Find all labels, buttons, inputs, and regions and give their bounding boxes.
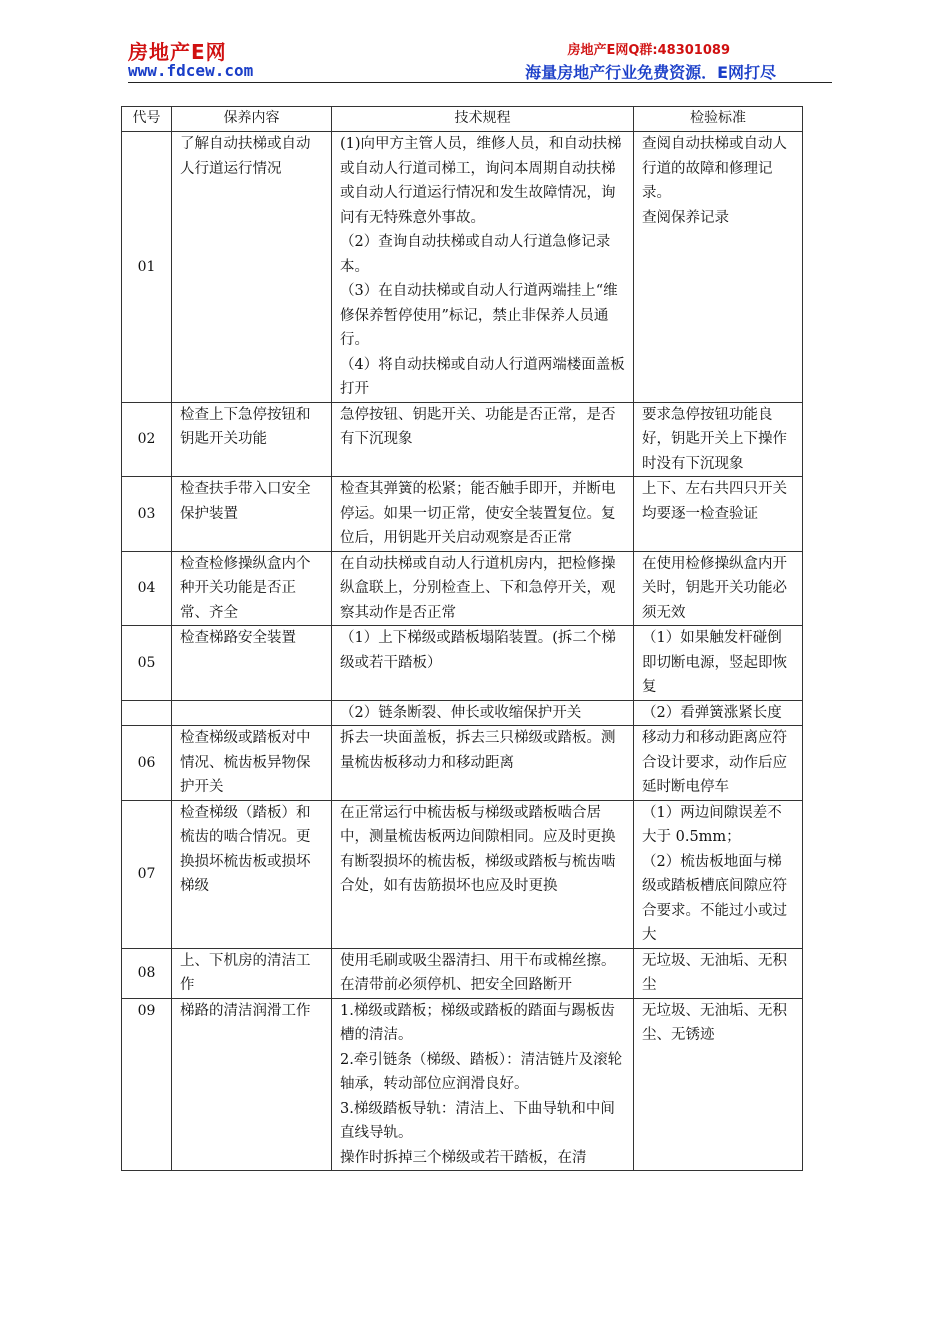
table-row <box>122 998 803 1171</box>
row-standard <box>634 132 803 403</box>
column-header-standard: 检验标准 <box>634 107 803 132</box>
row-code: 07 <box>122 800 172 948</box>
procedure-line: （3）在自动扶梯或自动人行道两端挂上“维修保养暂停使用”标记，禁止非保养人员通行。 <box>340 283 618 348</box>
brand-name: 房地产E网 <box>128 40 227 64</box>
row-procedure <box>332 998 634 1171</box>
row-standard <box>634 998 803 1171</box>
table-row <box>122 726 803 801</box>
procedure-line: 3.梯级踏板导轨：清洁上、下曲导轨和中间直线导轨。 <box>340 1100 615 1141</box>
procedure-line: 检查其弹簧的松紧；能否触手即开，并断电停运。如果一切正常，使安全装置复位。复位后，用钥匙开关启动观察是否正常 <box>340 481 616 546</box>
procedure-line: （2）查询自动扶梯或自动人行道急修记录本。 <box>340 234 611 275</box>
column-header-procedure: 技术规程 <box>332 107 634 132</box>
row-code <box>122 700 172 726</box>
row-content: 检查梯路安全装置 <box>172 626 332 701</box>
row-standard <box>634 800 803 948</box>
table-row <box>122 551 803 626</box>
procedure-line: （2）链条断裂、伸长或收缩保护开关 <box>340 704 582 721</box>
qq-group: 房地产E网Q群:48301089 <box>567 43 730 58</box>
row-standard <box>634 700 803 726</box>
row-content: 检查上下急停按钮和钥匙开关功能 <box>172 402 332 477</box>
row-standard <box>634 626 803 701</box>
row-procedure <box>332 551 634 626</box>
standard-line: 移动力和移动距离应符合设计要求，动作后应延时断电停车 <box>642 730 787 795</box>
maintenance-table <box>121 106 803 1171</box>
row-content: 检查梯级（踏板）和梳齿的啮合情况。更换损坏梳齿板或损坏梯级 <box>172 800 332 948</box>
row-code: 05 <box>122 626 172 701</box>
row-content: 检查梯级或踏板对中情况、梳齿板异物保护开关 <box>172 726 332 801</box>
row-code: 04 <box>122 551 172 626</box>
column-header-content: 保养内容 <box>172 107 332 132</box>
procedure-line: （1）上下梯级或踏板塌陷装置。(拆二个梯级或若干踏板） <box>340 630 616 671</box>
row-code: 03 <box>122 477 172 552</box>
row-procedure <box>332 800 634 948</box>
row-procedure <box>332 626 634 701</box>
slogan: 海量房地产行业免费资源．E网打尽 <box>525 63 776 82</box>
table-row <box>122 800 803 948</box>
row-content: 上、下机房的清洁工作 <box>172 948 332 998</box>
row-procedure <box>332 726 634 801</box>
row-standard <box>634 402 803 477</box>
row-procedure <box>332 402 634 477</box>
page-header <box>128 34 832 84</box>
row-code: 06 <box>122 726 172 801</box>
column-header-code: 代号 <box>122 107 172 132</box>
row-standard <box>634 948 803 998</box>
procedure-line: 拆去一块面盖板，拆去三只梯级或踏板。测量梳齿板移动力和移动距离 <box>340 730 616 771</box>
table-row <box>122 700 803 726</box>
row-content: 检查扶手带入口安全保护装置 <box>172 477 332 552</box>
standard-line: 无垃圾、无油垢、无积尘、无锈迹 <box>642 1002 787 1043</box>
standard-line: 无垃圾、无油垢、无积尘 <box>642 952 787 993</box>
standard-line: 查阅保养记录 <box>642 209 729 226</box>
procedure-line: （4）将自动扶梯或自动人行道两端楼面盖板打开 <box>340 356 625 397</box>
standard-line: （1）如果触发杆碰倒即切断电源，竖起即恢复 <box>642 630 787 695</box>
row-content <box>172 700 332 726</box>
row-content: 了解自动扶梯或自动人行道运行情况 <box>172 132 332 403</box>
row-procedure <box>332 132 634 403</box>
row-procedure <box>332 477 634 552</box>
procedure-line: 使用毛刷或吸尘器清扫、用干布或棉丝擦。在清带前必须停机、把安全回路断开 <box>340 952 616 993</box>
procedure-line: 在自动扶梯或自动人行道机房内，把检修操纵盒联上，分别检查上、下和急停开关，观察其动作是否正常 <box>340 555 616 621</box>
row-standard <box>634 477 803 552</box>
procedure-line: 1.梯级或踏板；梯级或踏板的踏面与踢板齿槽的清洁。 <box>340 1002 615 1043</box>
row-code: 01 <box>122 132 172 403</box>
row-content: 梯路的清洁润滑工作 <box>172 998 332 1171</box>
row-code: 08 <box>122 948 172 998</box>
site-url[interactable]: www.fdcew.com <box>128 61 254 80</box>
row-procedure <box>332 948 634 998</box>
row-code: 09 <box>122 998 172 1171</box>
row-code: 02 <box>122 402 172 477</box>
standard-line: 要求急停按钮功能良好，钥匙开关上下操作时没有下沉现象 <box>642 406 787 472</box>
table-row <box>122 402 803 477</box>
standard-line: 查阅自动扶梯或自动人行道的故障和修理记录。 <box>642 136 787 201</box>
procedure-line: 急停按钮、钥匙开关、功能是否正常，是否有下沉现象 <box>340 406 616 447</box>
standard-line: （2）看弹簧涨紧长度 <box>642 704 782 721</box>
standard-line: （1）两边间隙误差不大于 0.5mm； <box>642 804 782 845</box>
standard-line: 上下、左右共四只开关均要逐一检查验证 <box>642 481 787 522</box>
table-row <box>122 132 803 403</box>
table-row <box>122 948 803 998</box>
standard-line: （2）梳齿板地面与梯级或踏板槽底间隙应符合要求。不能过小或过大 <box>642 853 787 943</box>
procedure-line: 在正常运行中梳齿板与梯级或踏板啮合居中，测量梳齿板两边间隙相同。应及时更换有断裂损坏的梳齿板，梯级或踏板与梳齿啮合处，如有齿筋损坏也应及时更换 <box>340 804 616 894</box>
table-row <box>122 477 803 552</box>
header-divider <box>128 82 832 83</box>
procedure-line: 2.牵引链条（梯级、踏板）：清洁链片及滚轮轴承，转动部位应润滑良好。 <box>340 1051 623 1092</box>
table-header-row <box>122 107 803 132</box>
row-standard <box>634 551 803 626</box>
procedure-line: 操作时拆掉三个梯级或若干踏板，在清 <box>340 1149 587 1166</box>
procedure-line: (1)向甲方主管人员，维修人员，和自动扶梯或自动人行道司梯工，询问本周期自动扶梯或自动人行道运行情况和发生故障情况，询问有无特殊意外事故。 <box>340 136 622 226</box>
row-standard <box>634 726 803 801</box>
row-content: 检查检修操纵盒内个种开关功能是否正常、齐全 <box>172 551 332 626</box>
table-row <box>122 626 803 701</box>
row-procedure <box>332 700 634 726</box>
standard-line: 在使用检修操纵盒内开关时，钥匙开关功能必须无效 <box>642 555 787 621</box>
